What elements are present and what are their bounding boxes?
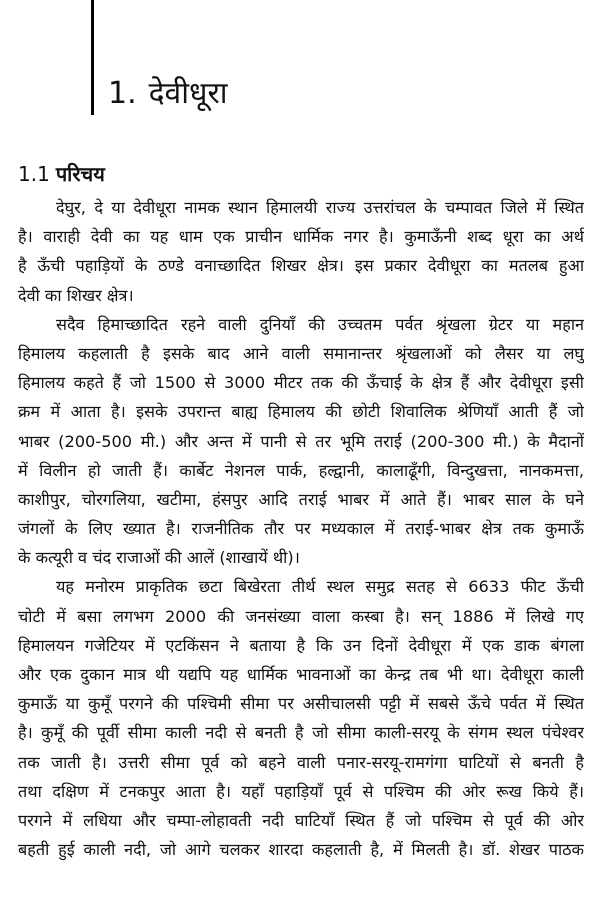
body-text: [18, 193, 584, 864]
text-line: के कत्यूरी व चंद राजाओं की आलें (शाखायें थी)।: [18, 548, 300, 568]
text-line: जंगलों के लिए ख्यात है। राजनीतिक तौर पर मध्यकाल में तराई-भाबर क्षेत्र तक कुमाऊँ: [18, 519, 584, 539]
text-line: यह मनोरम प्राकृतिक छटा बिखेरता तीर्थ स्थल समुद्र सतह से 6633 फीट ऊँची: [56, 577, 584, 597]
text-line: हिमालयन गजेटियर में एटकिंसन ने बताया है कि उन दिनों देवीधूरा में एक डाक बंगला: [18, 635, 584, 655]
text-line: देवी का शिखर क्षेत्र।: [18, 285, 134, 305]
chapter-rule: [91, 0, 94, 115]
text-line: देघुर, दे या देवीधूरा नामक स्थान हिमालयी राज्य उत्तरांचल के चम्पावत जिले में स्थित: [56, 198, 584, 217]
chapter-number: 1.: [108, 76, 137, 111]
text-line: परगने में लधिया और चम्पा-लोहावती नदी घाटियाँ स्थित हैं जो पश्चिम से पूर्व की ओर: [18, 810, 584, 830]
text-line: भाबर (200-500 मी.) और अन्त में पानी से तर भूमि तराई (200-300 मी.) के मैदानों: [18, 431, 584, 451]
text-line: हिमालय कहते हैं जो 1500 से 3000 मीटर तक की ऊँचाई के क्षेत्र हैं और देवीधूरा इसी: [18, 373, 584, 393]
text-line: क्रम में आता है। इसके उपरान्त बाह्य हिमालय की छोटी शिवालिक श्रेणियाँ आती हैं जो: [18, 402, 584, 422]
text-line: है। वाराही देवी का यह धाम एक प्राचीन धार्मिक नगर है। कुमाऊँनी शब्द धूरा का अर्थ: [18, 227, 584, 247]
text-line: है ऊँची पहाड़ियों के ठण्डे वनाच्छादित शिखर क्षेत्र। इस प्रकार देवीधूरा का मतलब हुआ: [18, 256, 584, 276]
text-line: चोटी में बसा लगभग 2000 की जनसंख्या वाला कस्बा है। सन् 1886 में लिखे गए: [18, 606, 584, 626]
text-line: में विलीन हो जाती हैं। कार्बेट नेशनल पार्क, हल्द्वानी, कालाढूँगी, विन्दुखत्ता, नानकमत्ता,: [18, 460, 584, 480]
chapter-title: [108, 74, 228, 114]
section-heading: [18, 160, 105, 188]
text-line: सदैव हिमाच्छादित रहने वाली दुनियाँ की उच्चतम पर्वत श्रृंखला ग्रेटर या महान: [56, 314, 584, 334]
text-line: है। कुमूँ की पूर्वी सीमा काली नदी से बनती है जो सीमा काली-सरयू के संगम स्थल पंचेश्वर: [18, 723, 584, 743]
text-line: काशीपुर, चोरगलिया, खटीमा, हंसपुर आदि तराई भाबर में आते हैं। भाबर साल के घने: [18, 489, 584, 509]
text-line: तथा दक्षिण में टनकपुर आता है। यहाँ पहाड़ियाँ पूर्व से पश्चिम की ओर रूख किये हैं।: [18, 781, 584, 801]
text-line: कुमाऊँ या कुमूँ परगने की पश्चिमी सीमा पर असीचालसी पट्टी में सबसे ऊँचे पर्वत में स्थित: [18, 694, 584, 714]
paragraph-3: [18, 572, 584, 864]
section-number: 1.1: [18, 162, 50, 186]
chapter-title-text: देवीधूरा: [148, 76, 228, 111]
text-line: बहती हुई काली नदी, जो आगे चलकर शारदा कहलाती है, में मिलती है। डॉ. शेखर पाठक: [18, 840, 584, 860]
text-line: तक जाती है। उत्तरी सीमा पूर्व को बहने वाली पनार-सरयू-रामगंगा घाटियों से बनती है: [18, 752, 584, 772]
section-title-text: परिचय: [55, 162, 105, 186]
paragraph-2: [18, 310, 584, 573]
text-line: और एक दुकान मात्र थी यद्यपि यह धार्मिक भावनाओं का केन्द्र तब भी था। देवीधूरा काली: [18, 665, 584, 684]
paragraph-1: [18, 193, 584, 310]
text-line: हिमालय कहलाती है इसके बाद आने वाली समानान्तर श्रृंखलाओं को लैसर या लघु: [18, 343, 584, 363]
